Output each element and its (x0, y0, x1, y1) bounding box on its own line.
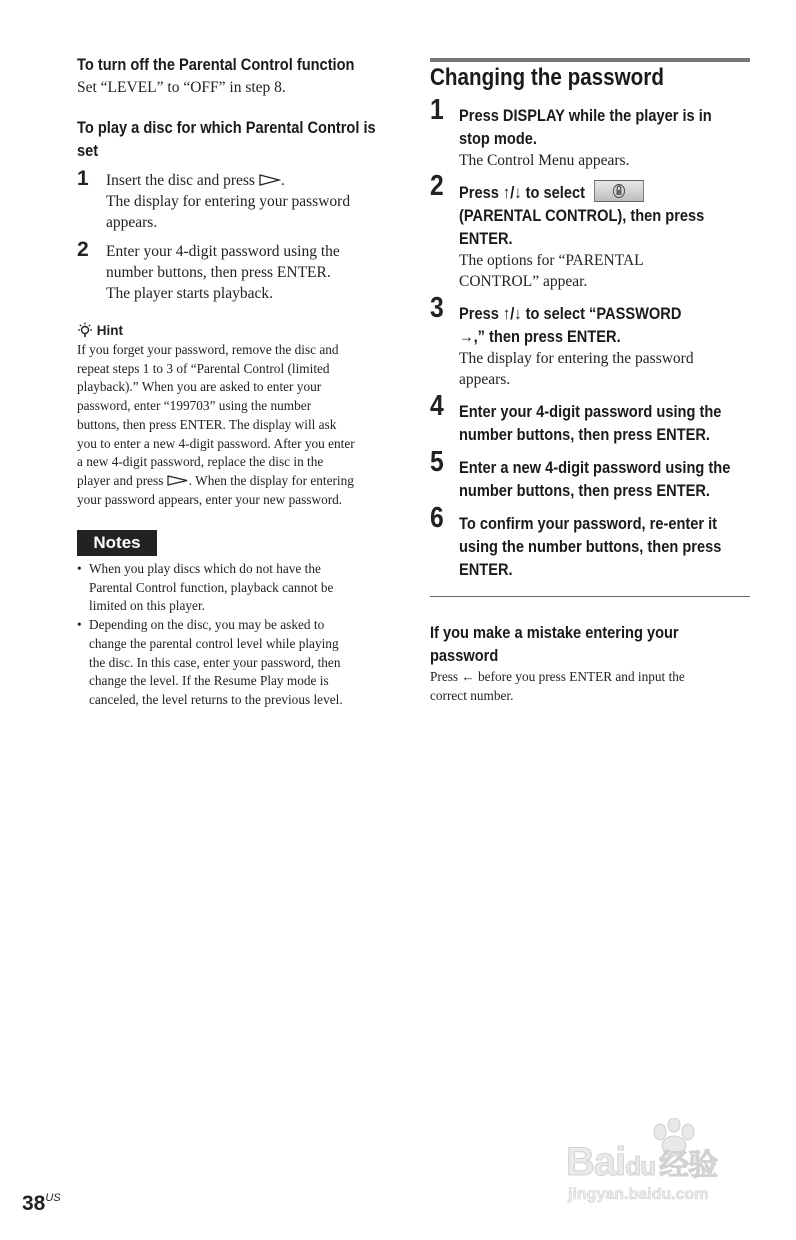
section-heading-turn-off: To turn off the Parental Control function (77, 55, 355, 74)
step-number: 3 (430, 292, 444, 324)
step-number: 1 (430, 94, 444, 126)
left-arrow-icon: ← (461, 669, 475, 684)
divider (430, 596, 750, 597)
notes-list (77, 560, 407, 710)
step-number: 2 (430, 170, 444, 202)
step-number: 5 (430, 446, 444, 478)
section-heading-mistake: If you make a mistake entering your (430, 623, 679, 642)
notes-label: Notes (77, 530, 157, 556)
step-1: Press DISPLAY while the player is in stop mode. The Control Menu appears. (459, 106, 712, 169)
step-2: Press ↑/↓ to select (PARENTAL CONTROL), then press ENTER. The options for “PARENTAL CONTROL” appear. (459, 180, 744, 292)
step-number: 1 (77, 167, 89, 190)
list-item: • Depending on the disc, you may be asked to change the parental control level while playing the disc. In this case, enter your password, then change the level. If the Resume Play mode is canceled, the level returns to the previous level. (77, 616, 407, 710)
page-title: Changing the password (430, 64, 664, 91)
section-heading-mistake-cont: password (430, 646, 499, 665)
step-text: Insert the disc and press . The display for entering your password appears. (106, 172, 351, 231)
lightbulb-icon (77, 322, 93, 338)
title-rule (430, 58, 750, 62)
page-number: $38^{US}$ (22, 1192, 61, 1215)
watermark-logo: Baidu 经验 jingyan.baidu.com (566, 1118, 766, 1208)
play-icon (167, 475, 189, 486)
step-3: Press ↑/↓ to select “PASSWORD →,” then press ENTER. The display for entering the password appears. (459, 304, 694, 388)
hint-heading: Hint (77, 322, 123, 338)
step-number: 4 (430, 390, 444, 422)
section-heading-play-disc: To play a disc for which Parental Control is (77, 118, 376, 137)
play-icon (259, 174, 281, 186)
section-heading-play-disc-cont: set (77, 141, 99, 160)
step-5: Enter a new 4-digit password using the number buttons, then press ENTER. (459, 458, 731, 500)
step-text: Enter your 4-digit password using the number buttons, then press ENTER. The player starts playback. (106, 243, 340, 302)
step-number: 2 (77, 238, 89, 261)
list-item: • When you play discs which do not have the Parental Control function, playback cannot be limited on this player. (77, 560, 407, 616)
hint-text: If you forget your password, remove the disc and repeat steps 1 to 3 of “Parental Control (limited playback).” When you are asked to enter your password, enter “199703” using the number buttons, then press ENTER. The display will ask you to enter a new 4-digit password. After you enter a new 4-digit password, replace the disc in the player and press . When the display for entering your password appears, enter your new password. (77, 342, 355, 507)
mistake-text: Press ← before you press ENTER and input the correct number. (430, 669, 685, 703)
step-number: 6 (430, 502, 444, 534)
turn-off-text: Set “LEVEL” to “OFF” in step 8. (77, 79, 286, 96)
step-6: To confirm your password, re-enter it using the number buttons, then press ENTER. (459, 514, 722, 579)
step-4: Enter your 4-digit password using the number buttons, then press ENTER. (459, 402, 722, 444)
parental-control-icon (594, 180, 644, 202)
